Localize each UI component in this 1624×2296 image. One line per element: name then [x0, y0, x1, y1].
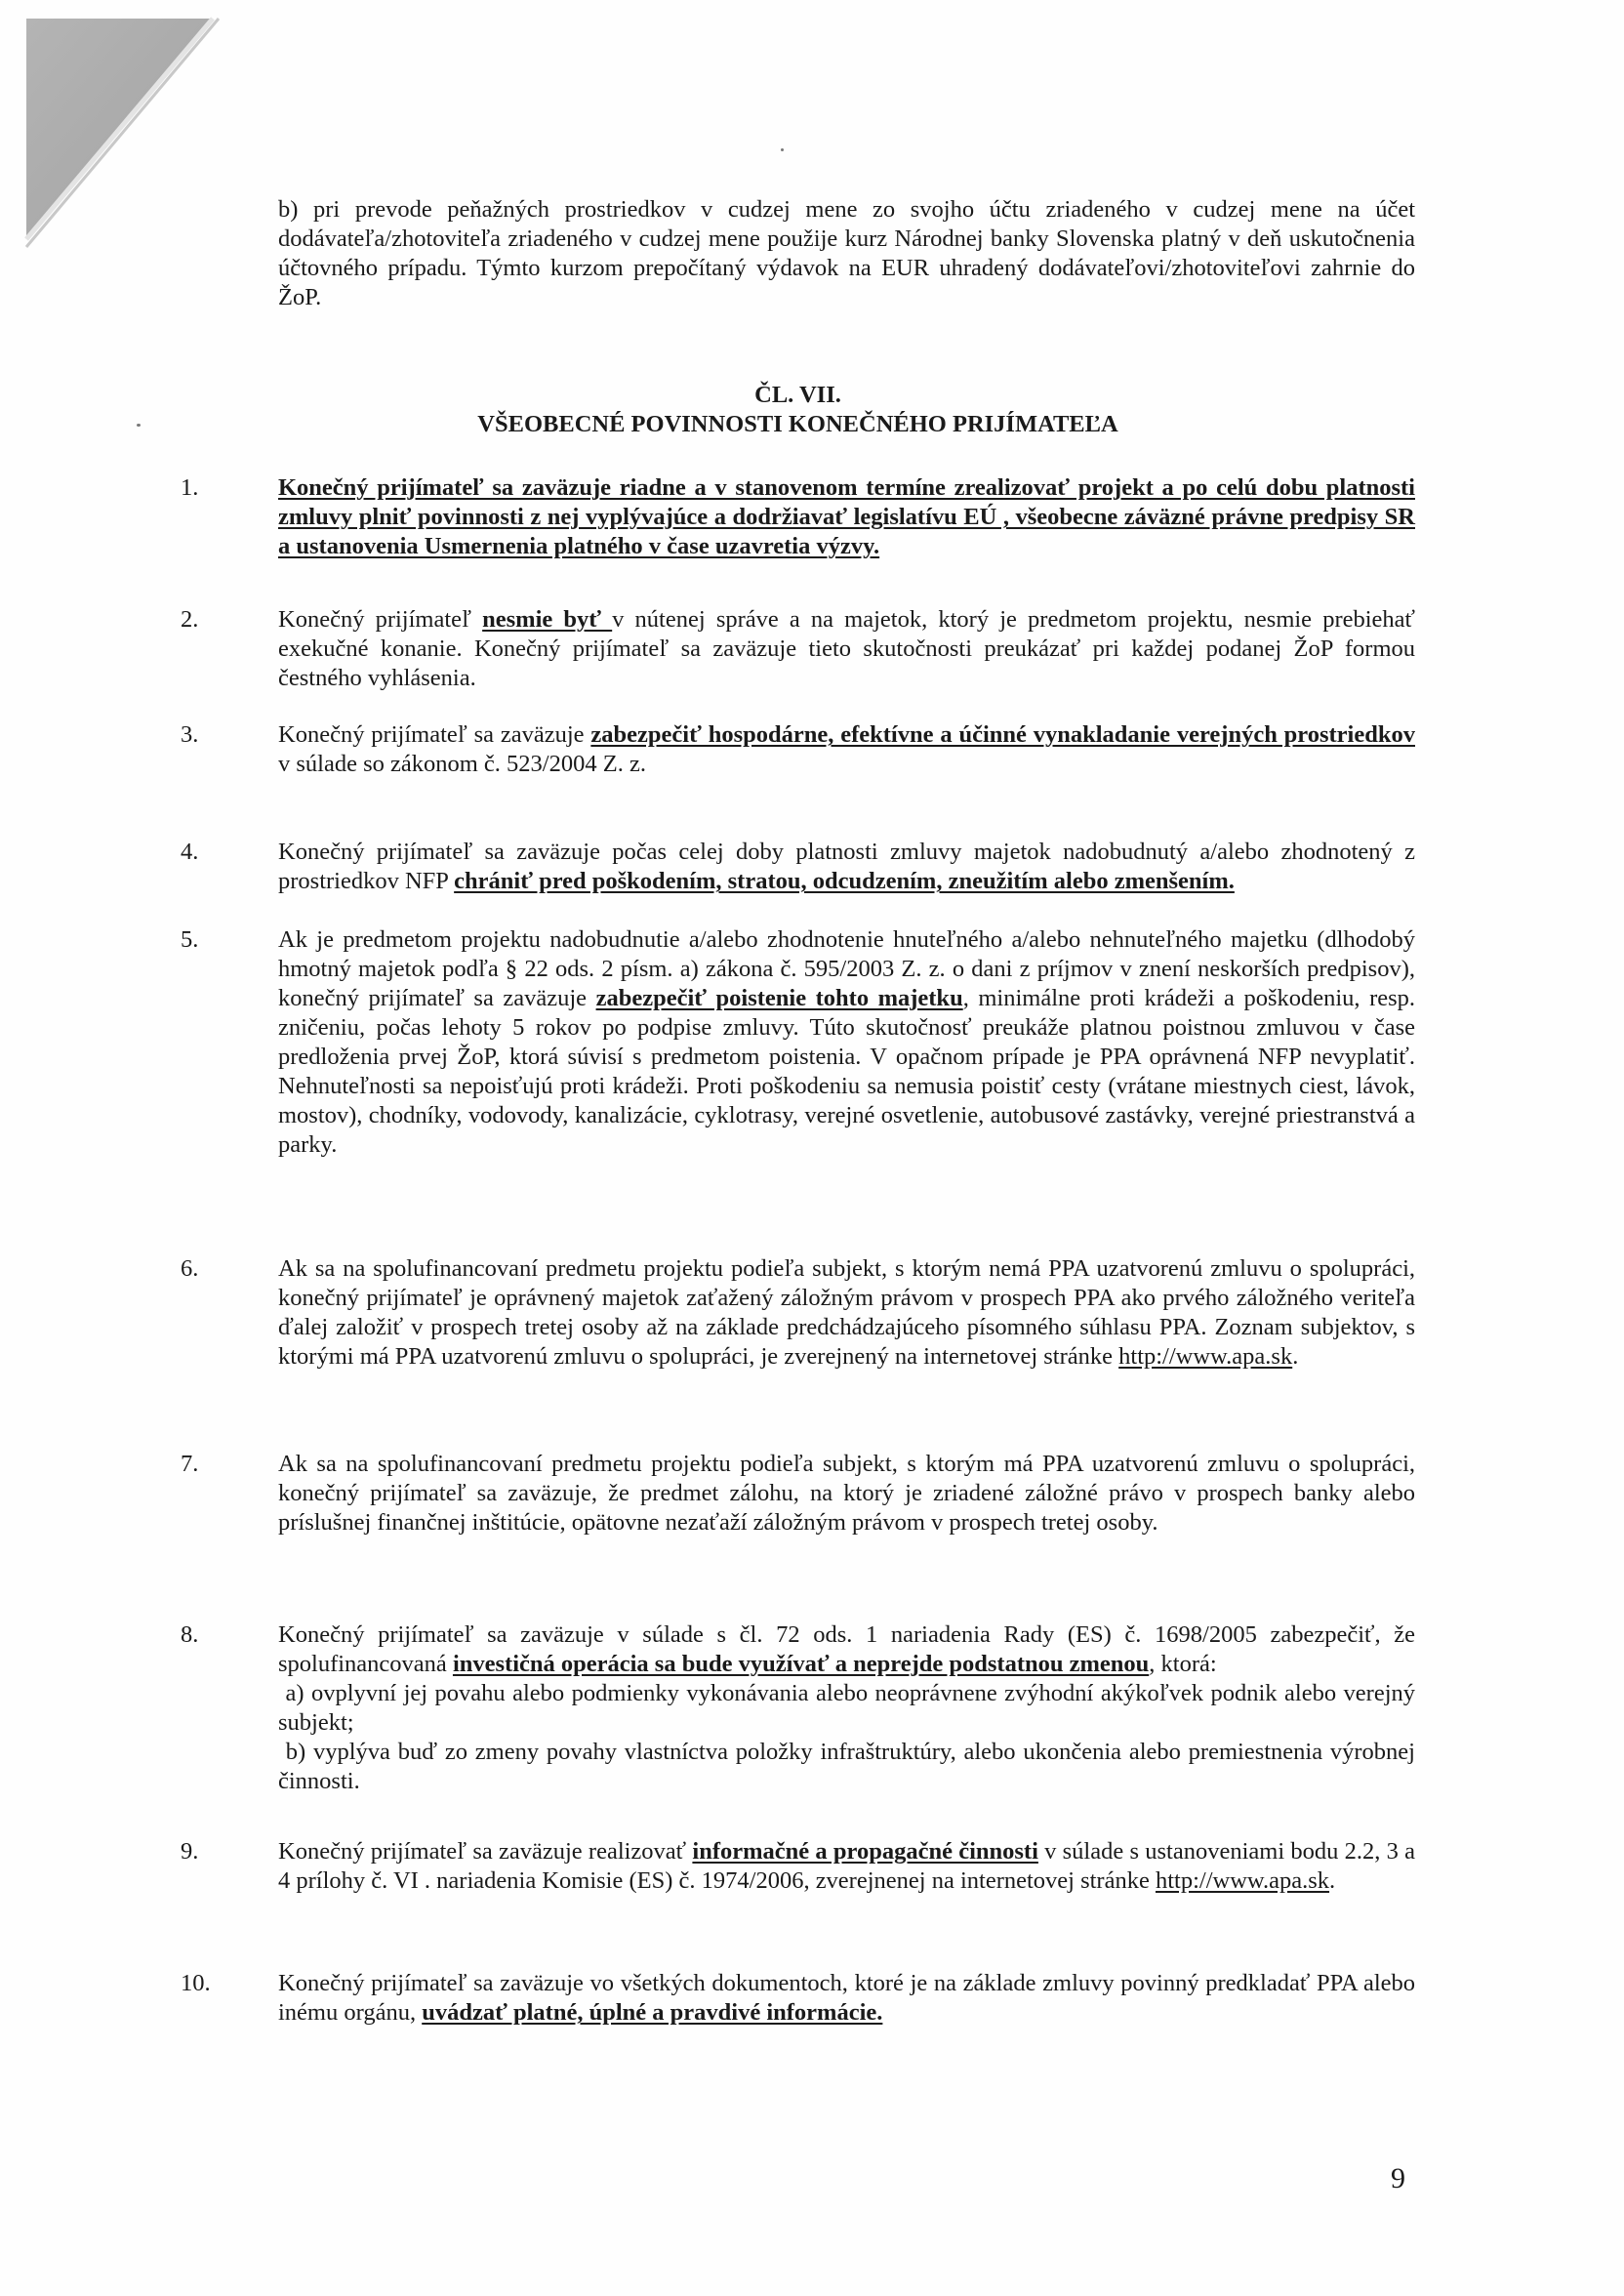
sub-item: b) vyplýva buď zo zmeny povahy vlastníctva položky infraštruktúry, alebo ukončenia alebo premiestnenia výrobnej činnosti. [278, 1739, 1422, 1794]
item-text: Konečný prijímateľ sa zaväzuje realizovať [278, 1838, 693, 1865]
item-number: 7. [181, 1451, 199, 1477]
list-item [181, 1837, 1415, 1896]
list-item [181, 1254, 1415, 1372]
item-number: 1. [181, 474, 199, 501]
scan-speck [137, 424, 141, 427]
item-body [278, 720, 1415, 779]
item-text: Konečný prijímateľ sa zaväzuje [278, 721, 591, 748]
article-title: VŠEOBECNÉ POVINNOSTI KONEČNÉHO PRIJÍMATEĽA [477, 411, 1118, 437]
item-text: , ktorá: [1149, 1651, 1217, 1677]
item-text: Konečný prijímateľ sa zaväzuje vo všetkých dokumentoch, ktoré je na základe zmluvy povinný predkladať PPA alebo inému orgánu, [278, 1970, 1415, 2026]
list-item [181, 1450, 1415, 1538]
item-number: 4. [181, 839, 199, 865]
item-text: v súlade s ustanoveniami bodu 2.2, 3 a 4 prílohy č. VI . nariadenia Komisie (ES) č. 1974/2006, zverejnenej na internetovej stránke [278, 1838, 1415, 1894]
item-text: . [1329, 1867, 1336, 1894]
list-item [181, 1620, 1422, 1796]
scan-speck [781, 148, 784, 151]
emphasized-text: chrániť pred poškodením, stratou, odcudzením, zneužitím alebo zmenšením. [454, 868, 1235, 894]
item-body [278, 838, 1415, 896]
item-body [278, 1254, 1415, 1372]
item-text: . [1292, 1343, 1299, 1370]
emphasized-text: zabezpečiť poistenie tohto majetku [595, 985, 963, 1011]
emphasized-text: informačné a propagačné činnosti [692, 1838, 1038, 1865]
item-body [278, 1450, 1415, 1538]
list-item [181, 838, 1415, 896]
item-number: 2. [181, 606, 199, 633]
item-text: Konečný prijímateľ sa zaväzuje počas celej doby platnosti zmluvy majetok nadobudnutý a/alebo zhodnotený z prostriedkov NFP [278, 839, 1415, 894]
item-number: 10. [181, 1970, 211, 1996]
item-text: Konečný prijímateľ [278, 606, 483, 633]
intro-paragraph [278, 195, 1415, 312]
emphasized-text: investičná operácia sa bude využívať a neprejde podstatnou zmenou [452, 1651, 1150, 1677]
item-text: Ak sa na spolufinancovaní predmetu projektu podieľa subjekt, s ktorým nemá PPA uzatvorenú zmluvu o spolupráci, konečný prijímateľ je oprávnený majetok zaťažený záložným právom v prospech PPA ako prvého záložného veriteľa ďalej založiť v prospech tretej osoby až na základe predchádzajúceho písomného súhlasu PPA. Zoznam subjektov, s ktorými má PPA uzatvorenú zmluvu o spolupráci, je zverejnený na internetovej stránke [278, 1255, 1415, 1370]
list-item [181, 473, 1415, 561]
item-body [278, 1620, 1422, 1796]
item-text: Konečný prijímateľ sa zaväzuje v súlade s čl. 72 ods. 1 nariadenia Rady (ES) č. 1698/2005 zabezpečiť, že spolufinancovaná [278, 1621, 1415, 1677]
item-text: , minimálne proti krádeži a poškodeniu, resp. zničeniu, počas lehoty 5 rokov po podpise zmluvy. Túto skutočnosť preukáže platnou poistnou zmluvou v čase predloženia prvej ŽoP, ktorá súvisí s predmetom poistenia. V opačnom prípade je PPA oprávnená NFP nevyplatiť. Nehnuteľnosti sa nepoisťujú proti krádeži. Proti poškodeniu sa nemusia poistiť cesty (vrátane miestnych ciest, lávok, mostov), chodníky, vodovody, kanalizácie, cyklotrasy, verejné osvetlenie, autobusové zastávky, verejné priestranstvá a parky. [278, 985, 1416, 1158]
website-link[interactable]: http://www.apa.sk [1155, 1867, 1330, 1894]
item-number: 5. [181, 926, 199, 953]
item-body [278, 925, 1415, 1160]
item-body [278, 605, 1415, 693]
page-number: 9 [1391, 2162, 1405, 2194]
item-text: Ak je predmetom projektu nadobudnutie a/alebo zhodnotenie hnuteľného a/alebo nehnuteľného majetku (dlhodobý hmotný majetok podľa § 22 ods. 2 písm. a) zákona č. 595/2003 Z. z. o dani z príjmov v znení neskorších predpisov), konečný prijímateľ sa zaväzuje [278, 926, 1415, 1011]
sub-item: a) ovplyvní jej povahu alebo podmienky vykonávania alebo neoprávnene zvýhodní akýkoľvek podnik alebo verejný subjekt; [278, 1680, 1422, 1736]
folded-corner [0, 0, 254, 293]
item-number: 9. [181, 1838, 199, 1865]
item-text: Ak sa na spolufinancovaní predmetu projektu podieľa subjekt, s ktorým má PPA uzatvorenú zmluvu o spolupráci, konečný prijímateľ sa zaväzuje, že predmet zálohu, na ktorý je zriadené záložné právo v prospech banky alebo príslušnej finančnej inštitúcie, opätovne nezaťaží záložným právom v prospech tretej osoby. [278, 1451, 1415, 1536]
article-number: ČL. VII. [754, 382, 841, 408]
intro-text: pri prevode peňažných prostriedkov v cudzej mene zo svojho účtu zriadeného v cudzej mene na účet dodávateľa/zhotoviteľa zriadeného v cudzej mene použije kurz Národnej banky Slovenska platný v deň uskutočnenia účtovného prípadu. Týmto kurzom prepočítaný výdavok na EUR uhradený dodávateľovi/zhotoviteľovi zahrnie do ŽoP. [278, 196, 1415, 310]
item-number: 6. [181, 1255, 199, 1282]
item-body [278, 1837, 1415, 1896]
emphasized-text: uvádzať platné, úplné a pravdivé informácie. [422, 1999, 883, 2026]
list-item [181, 605, 1415, 693]
emphasized-text: zabezpečiť hospodárne, efektívne a účinné vynakladanie verejných prostriedkov [590, 721, 1415, 748]
emphasized-text: Konečný prijímateľ sa zaväzuje riadne a v stanovenom termíne zrealizovať projekt a po celú dobu platnosti zmluvy plniť povinnosti z nej vyplývajúce a dodržiavať legislatívu EÚ , všeobecne záväzné právne predpisy SR a ustanovenia Usmernenia platného v čase uzavretia výzvy. [278, 474, 1415, 559]
website-link[interactable]: http://www.apa.sk [1118, 1343, 1293, 1370]
intro-label: b) [278, 196, 299, 223]
item-body [278, 473, 1415, 561]
item-number: 8. [181, 1621, 199, 1648]
emphasized-text: nesmie byť [482, 606, 613, 633]
item-number: 3. [181, 721, 199, 748]
article-heading [181, 381, 1415, 439]
item-text: v nútenej správe a na majetok, ktorý je predmetom projektu, nesmie prebiehať exekučné konanie. Konečný prijímateľ sa zaväzuje tieto skutočnosti preukázať pri každej podanej ŽoP formou čestného vyhlásenia. [278, 606, 1416, 691]
list-item [181, 720, 1415, 779]
item-text: v súlade so zákonom č. 523/2004 Z. z. [278, 751, 646, 777]
item-body [278, 1969, 1415, 2028]
list-item [181, 925, 1415, 1160]
list-item [181, 1969, 1415, 2028]
